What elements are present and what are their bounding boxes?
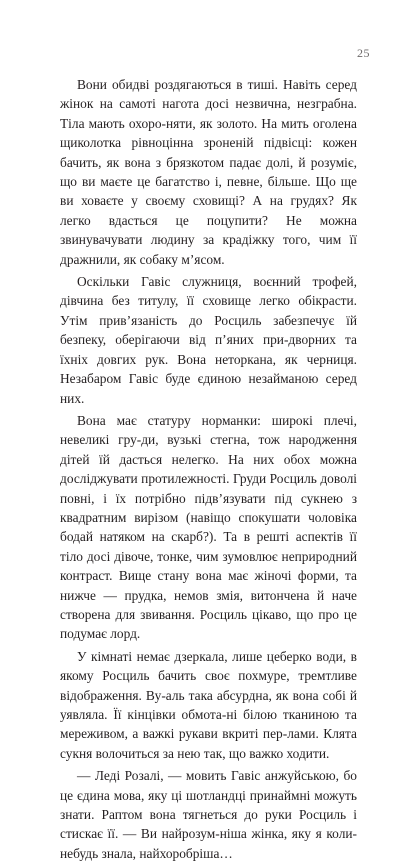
paragraph-2: Оскільки Гавіс служниця, воєнний трофей, дівчина без титулу, її сховище легко обікрасти. Утім прив’язаність до Росциль забезпечує їй безпеку, оберігаючи від п’яних при-дворних та їхніх довгих рук. Вона неторкана, як черниця. Незабаром Гавіс буде єдиною незайманою серед них. <box>60 274 357 406</box>
paragraph-3: Вона має статуру норманки: широкі плечі, невеликі гру-ди, вузькі стегна, тож народження дітей їй дасться нелегко. На них обох можна досліджувати протилежності. Груди Росциль доволі повні, і їх потрібно підв’язувати під сукнею з квадратним вирізом (навіщо спокушати чоловіка бодай натяком на скарб?). Та в решті аспектів її тіло досі дівоче, тонке, чим зумовлює неприродний контраст. Вище стану вона має жіночі форми, та нижче — прудка, немов змія, витончена й наче створена для звивання. Росциль цікаво, що про це подумає лорд. <box>60 412 357 642</box>
paragraph-5: — Леді Розалі, — мовить Гавіс анжуйською, бо це єдина мова, яку ці шотландці принаймні можуть знати. Раптом вона тягнеться до руки Росциль і стискає її. — Ви найрозум-ніша жінка, яку я коли-небудь знала, найхоробріша… <box>60 768 357 861</box>
body-text <box>60 75 357 863</box>
paragraph-4: У кімнаті немає дзеркала, лише цеберко води, в якому Росциль бачить своє похмуре, тремтливе відображення. Ву-аль така абсурдна, як вона собі й уявляла. Її кінцівки обмота-ні білою тканиною та мереживом, а важкі рукави вкриті пер-лами. Клята сукня волочиться за нею так, що важко ходити. <box>60 648 357 761</box>
page-number: 25 <box>357 46 370 60</box>
paragraph-1: Вони обидві роздягаються в тиші. Навіть серед жінок на самоті нагота досі незвична, незграбна. Тіла мають охоро-няти, як золото. На мить оголена щиколотка рівноцінна зроненій підвісці: кожен бачить, як вона з брязкотом падає долі, й розуміє, що ви маєте це багатство і, певне, більше. Що ще ви ховаєте у своєму сховищі? А на грудях? Як легко вдасться це поцупити? Не можна звинувачувати людину за крадіжку того, чим її дражнили, як собаку м’ясом. <box>60 77 357 267</box>
